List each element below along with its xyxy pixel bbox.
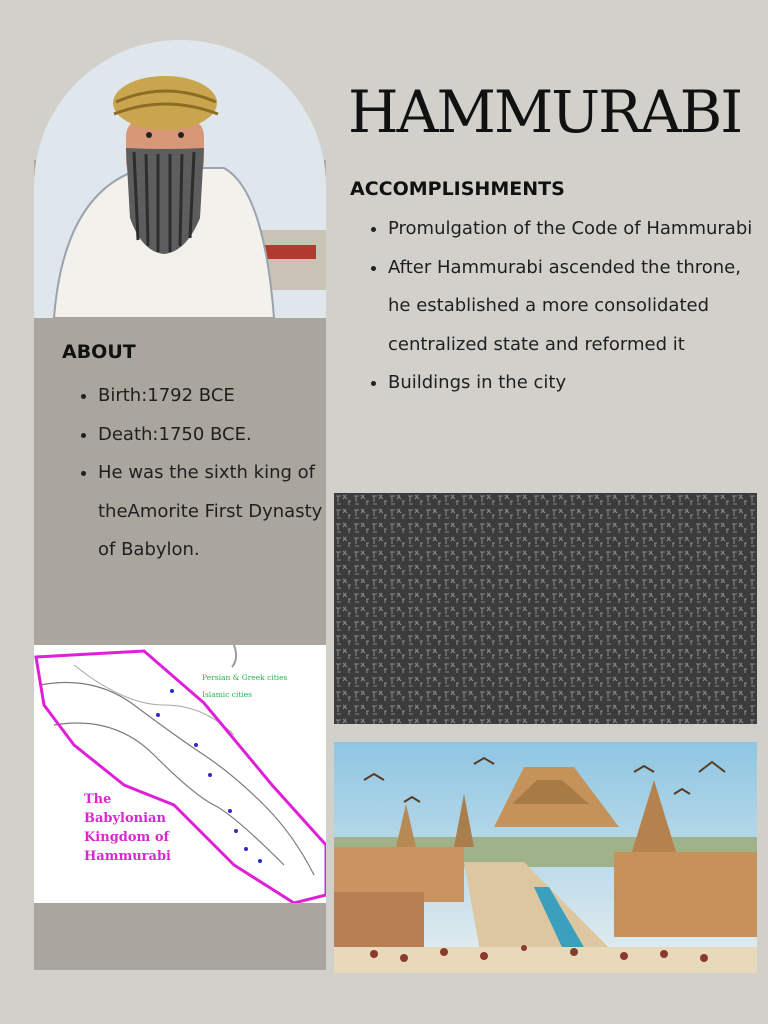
about-heading: ABOUT <box>62 341 136 363</box>
list-item: • Death:1750 BCE. <box>98 416 338 455</box>
accomplishments-heading: ACCOMPLISHMENTS <box>350 178 565 200</box>
babylonian-kingdom-map <box>34 645 326 903</box>
page-title: HAMMURABI <box>348 78 742 146</box>
accomplishments-list <box>362 210 768 403</box>
list-item: • After Hammurabi ascended the throne, he established a more consolidated centralized state and reformed it <box>388 249 768 365</box>
list-item: • Promulgation of the Code of Hammurabi <box>388 210 768 249</box>
map-legend-persian-greek: Persian & Greek cities <box>202 673 288 682</box>
hammurabi-portrait <box>34 40 326 318</box>
map-caption-line: Kingdom of <box>84 830 170 845</box>
about-list <box>72 377 338 570</box>
list-item: • Buildings in the city <box>388 364 768 403</box>
map-caption-line: Babylonian <box>84 811 166 826</box>
map-caption-line: Hammurabi <box>84 849 171 864</box>
map-caption-line: The <box>84 792 112 807</box>
list-item: • He was the sixth king of theAmorite First Dynasty of Babylon. <box>98 454 338 570</box>
babylon-city-illustration <box>334 742 757 973</box>
map-legend-islamic: Islamic cities <box>202 690 253 699</box>
code-of-hammurabi-stele-image <box>334 493 757 724</box>
list-item: • Birth:1792 BCE <box>98 377 338 416</box>
